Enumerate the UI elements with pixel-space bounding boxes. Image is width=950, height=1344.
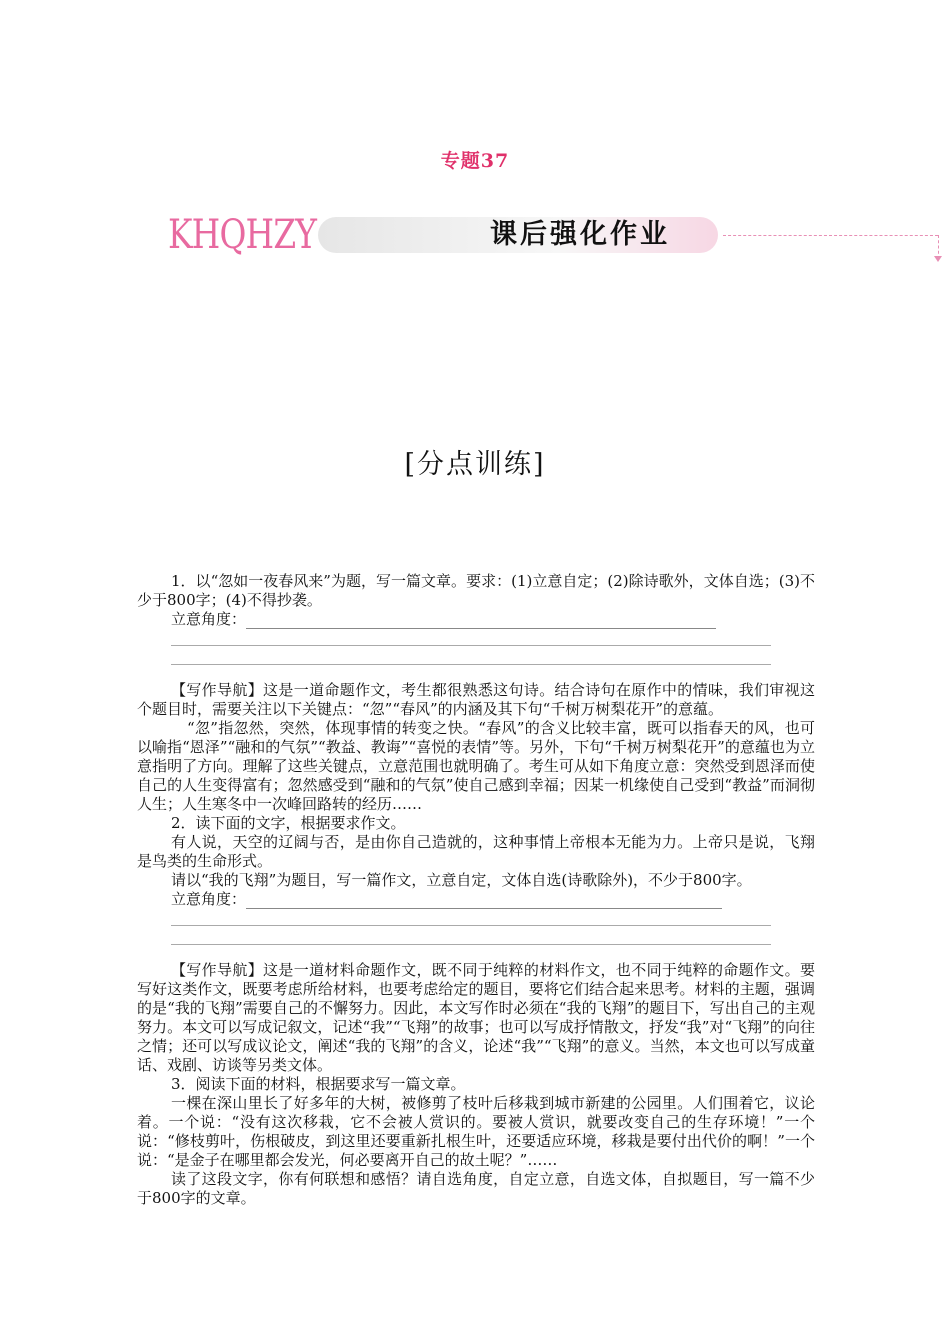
homework-banner [168, 212, 788, 260]
q1-angle-field[interactable] [246, 618, 716, 629]
exercise-content [137, 572, 815, 1208]
q1-angle-label: 立意角度： [171, 610, 247, 628]
q2-angle-field[interactable] [246, 898, 722, 909]
q3-requirement: 读了这段文字，你有何联想和感悟？请自选角度，自定立意，自选文体，自拟题目，写一篇不少于800字的文章。 [137, 1170, 815, 1207]
q2-angle-label: 立意角度： [171, 890, 247, 908]
arrow-down-icon [934, 256, 942, 262]
q2-material: 有人说，天空的辽阔与否，是由你自己造就的，这种事情上帝根本无能为力。上帝只是说，飞翔是鸟类的生命形式。 [137, 833, 815, 870]
q3-material: 一棵在深山里长了好多年的大树，被修剪了枝叶后移栽到城市新建的公园里。人们围着它，议论着。一个说：“没有这次移栽，它不会被人赏识的。要被人赏识，就要改变自己的生存环境！”一个说：“修枝剪叶，伤根破皮，到这里还要重新扎根生叶，还要适应环境，移栽是要付出代价的啊！”一个说：“是金子在哪里都会发光，何必要离开自己的故土呢？”…… [137, 1094, 815, 1169]
q2-requirement: 请以“我的飞翔”为题目，写一篇作文，立意自定，文体自选(诗歌除外)，不少于800字。 [171, 871, 752, 889]
q1-prompt: 1．以“忽如一夜春风来”为题，写一篇文章。要求：(1)立意自定；(2)除诗歌外，文体自选；(3)不少于800字；(4)不得抄袭。 [137, 572, 815, 609]
q2-guide: 【写作导航】这是一道材料命题作文，既不同于纯粹的材料作文，也不同于纯粹的命题作文。要写好这类作文，既要考虑所给材料，也要考虑给定的题目，要将它们结合起来思考。材料的主题，强调的是“我的飞翔”需要自己的不懈努力。因此，本文写作时必须在“我的飞翔”的题目下，写出自己的主观努力。本文可以写成记叙文，记述“我”“飞翔”的故事；也可以写成抒情散文，抒发“我”对“飞翔”的向往之情；还可以写成议论文，阐述“我的飞翔”的含义，论述“我”“飞翔”的意义。当然，本文也可以写成童话、戏剧、访谈等另类文体。 [137, 961, 815, 1074]
q1-angle-line [137, 610, 815, 629]
q2-answer-line[interactable] [171, 915, 771, 926]
section-heading: [分点训练] [404, 449, 546, 480]
q1-guide: “忽”指忽然，突然，体现事情的转变之快。“春风”的含义比较丰富，既可以指春天的风，也可以喻指“恩泽”“融和的气氛”“教益、教诲”“喜悦的表情”等。另外，下句“千树万树梨花开”的意蕴也为立意指明了方向。理解了这些关键点，立意范围也就明确了。考生可从如下角度立意：突然受到恩泽而使自己的人生变得富有；忽然感受到“融和的气氛”使自己感到幸福；因某一机缘使自己受到“教益”而洞彻人生；人生寒冬中一次峰回路转的经历…… [137, 719, 815, 813]
q3-prompt: 3．阅读下面的材料，根据要求写一篇文章。 [171, 1075, 466, 1093]
banner-letters: KHQHZY [168, 212, 317, 258]
q2-angle-line [137, 890, 815, 909]
q2-prompt: 2．读下面的文字，根据要求作文。 [171, 814, 406, 832]
q1-answer-line[interactable] [171, 635, 771, 646]
topic-title: 专题37 [440, 150, 510, 172]
q2-answer-line[interactable] [171, 934, 771, 945]
q1-guide: 【写作导航】这是一道命题作文，考生都很熟悉这句诗。结合诗句在原作中的情味，我们审视这个题目时，需要关注以下关键点：“忽”“春风”的内涵及其下句“千树万树梨花开”的意蕴。 [137, 681, 815, 718]
q1-answer-line[interactable] [171, 654, 771, 665]
banner-dashed-line [723, 235, 938, 236]
banner-title: 课后强化作业 [490, 219, 670, 250]
